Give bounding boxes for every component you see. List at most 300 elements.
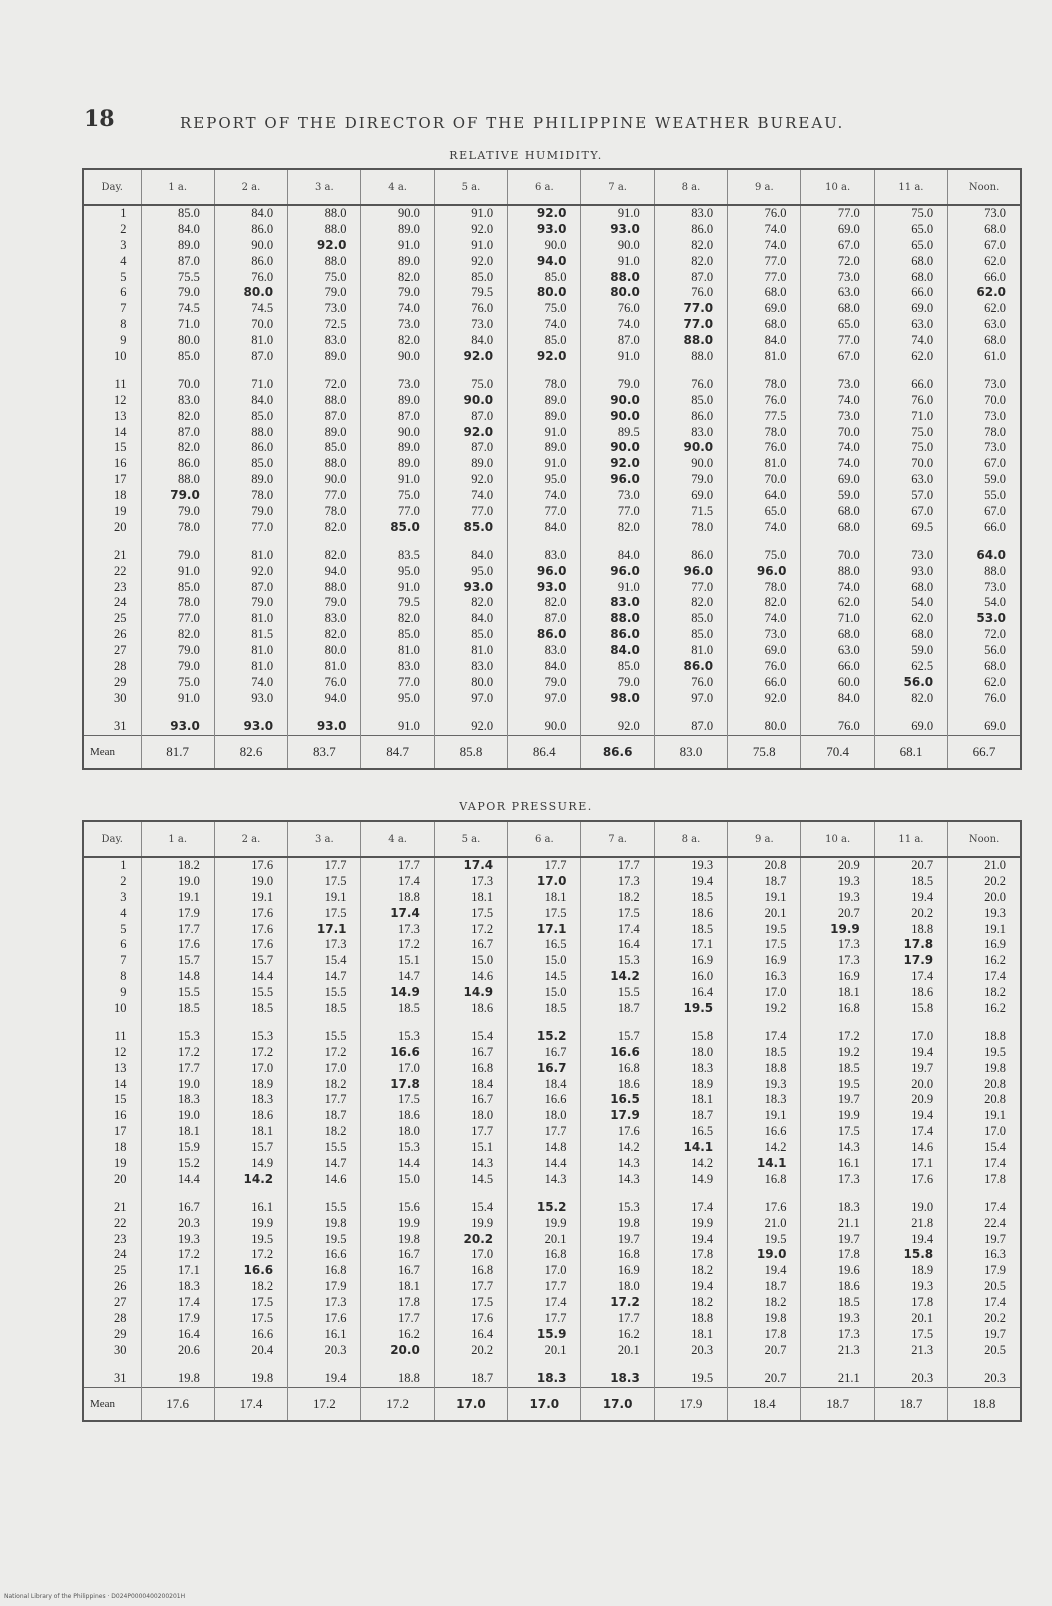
group-gap	[84, 1359, 141, 1371]
day-number: 8	[120, 317, 127, 332]
table-value: 20.0	[984, 889, 1006, 904]
table-value: 85.0	[691, 392, 714, 407]
group-gap	[288, 1017, 360, 1029]
table-value: 84.0	[251, 392, 274, 407]
table-value: 16.8	[471, 1263, 494, 1278]
table-value: 14.6	[324, 1171, 347, 1186]
group-gap	[875, 1017, 947, 1029]
table-value: 21.0	[984, 858, 1006, 872]
table-value: 77.5	[764, 408, 787, 423]
table-value: 75.0	[177, 674, 200, 689]
group-gap	[655, 1017, 727, 1029]
table-value: 63.0	[911, 317, 934, 332]
table-value: 82.0	[177, 440, 200, 455]
table-value: 70.0	[251, 317, 274, 332]
table-value: 20.2	[984, 873, 1006, 888]
table-value: 15.0	[544, 953, 567, 968]
table-value: 91.0	[617, 579, 640, 594]
table-value: 18.1	[544, 889, 567, 904]
table-value: 17.7	[177, 1060, 200, 1075]
table-value: 69.0	[837, 472, 860, 487]
day-number: 14	[114, 1076, 127, 1091]
day-number: 3	[120, 889, 127, 904]
mean-row	[83, 1387, 1021, 1421]
day-number: 7	[120, 953, 127, 968]
table-value: 92.0	[316, 237, 347, 252]
table-value: 16.9	[984, 937, 1006, 952]
table-value: 70.0	[177, 376, 200, 391]
day-column-header: Day.	[83, 169, 141, 205]
group-gap	[215, 1017, 287, 1029]
hour-column-header: 6 a.	[508, 821, 581, 857]
table-value: 75.5	[177, 269, 200, 284]
table-value: 17.3	[837, 937, 860, 952]
table-value: 91.0	[397, 718, 420, 733]
table-value: 17.5	[471, 905, 494, 920]
table-value: 96.0	[756, 563, 787, 578]
table-value: 75.0	[911, 440, 934, 455]
table-value: 19.1	[251, 889, 274, 904]
group-gap	[581, 707, 653, 719]
mean-value: 18.7	[874, 1387, 947, 1421]
table-value: 67.0	[984, 237, 1006, 252]
table-value: 19.3	[837, 1311, 860, 1326]
hour-column-header: 8 a.	[654, 821, 727, 857]
table-value: 16.7	[544, 1044, 567, 1059]
table-value: 19.3	[177, 1231, 200, 1246]
table-value: 19.9	[544, 1215, 567, 1230]
table-value: 78.0	[764, 424, 787, 439]
table-value: 18.5	[837, 1060, 860, 1075]
table-value: 16.2	[397, 1326, 420, 1341]
table-value: 14.9	[251, 1156, 274, 1171]
group-gap	[508, 1188, 580, 1200]
table-value: 18.9	[251, 1076, 274, 1091]
table-value: 17.0	[984, 1124, 1006, 1139]
table-value: 79.5	[471, 285, 494, 300]
table-value: 17.5	[471, 1295, 494, 1310]
mean-label: Mean	[83, 1387, 141, 1421]
table-value: 64.0	[976, 547, 1006, 562]
table-value: 88.0	[324, 579, 347, 594]
table-value: 75.0	[911, 424, 934, 439]
mean-value: 17.9	[654, 1387, 727, 1421]
table-value: 85.0	[397, 627, 420, 642]
table-value: 65.0	[911, 237, 934, 252]
table-value: 65.0	[764, 504, 787, 519]
table-value: 19.5	[984, 1044, 1006, 1059]
table-value: 87.0	[397, 408, 420, 423]
table-value: 16.5	[691, 1124, 714, 1139]
table-value: 14.4	[177, 1171, 200, 1186]
table-value: 16.6	[764, 1124, 787, 1139]
table-value: 18.7	[471, 1370, 494, 1385]
table-value: 66.0	[911, 376, 934, 391]
day-number: 3	[120, 237, 127, 252]
table-value: 72.0	[324, 376, 347, 391]
table-value: 88.0	[610, 269, 640, 284]
table-value: 56.0	[903, 674, 934, 689]
table-value: 57.0	[911, 488, 934, 503]
table-value: 16.7	[397, 1247, 420, 1262]
table-value: 85.0	[471, 269, 494, 284]
table-value: 15.7	[177, 953, 200, 968]
day-numbers-column	[83, 857, 141, 1387]
table-value: 18.8	[691, 1311, 714, 1326]
table-value: 67.0	[837, 237, 860, 252]
table-value: 14.3	[544, 1171, 567, 1186]
table-value: 68.0	[984, 659, 1006, 674]
table-value: 18.6	[911, 985, 934, 1000]
table-value: 84.0	[837, 690, 860, 705]
table-value: 19.5	[251, 1231, 274, 1246]
hour-column-header: 7 a.	[581, 169, 654, 205]
table-value: 84.0	[544, 659, 567, 674]
group-gap	[948, 536, 1020, 548]
table-value: 17.4	[617, 921, 640, 936]
table-value: 16.7	[471, 1044, 494, 1059]
mean-value: 70.4	[801, 735, 874, 769]
table-value: 19.2	[764, 1001, 787, 1016]
hour-column-header: 2 a.	[214, 169, 287, 205]
table-value: 92.0	[536, 206, 567, 220]
table-value: 17.0	[764, 985, 787, 1000]
day-number: 17	[114, 1124, 127, 1139]
table-value: 82.0	[691, 237, 714, 252]
table-value: 85.0	[617, 659, 640, 674]
table-value: 91.0	[397, 472, 420, 487]
table-value: 14.1	[683, 1140, 714, 1155]
body-row	[83, 205, 1021, 735]
table-value: 18.3	[536, 1370, 567, 1385]
table-value: 17.3	[324, 937, 347, 952]
day-number: 18	[114, 488, 127, 503]
table-value: 80.0	[536, 285, 567, 300]
table-value: 86.0	[251, 221, 274, 236]
table-value: 80.0	[471, 674, 494, 689]
table-value: 16.6	[390, 1044, 420, 1059]
table-value: 76.0	[617, 301, 640, 316]
group-gap	[875, 536, 947, 548]
table-value: 92.0	[610, 456, 640, 471]
table-value: 15.3	[397, 1140, 420, 1155]
table-value: 94.0	[324, 563, 347, 578]
table-value: 77.0	[683, 317, 714, 332]
table-value: 19.4	[691, 873, 714, 888]
table-value: 90.0	[617, 237, 640, 252]
table-value: 92.0	[764, 690, 787, 705]
table-value: 82.0	[471, 595, 494, 610]
table-value: 17.5	[324, 905, 347, 920]
table-value: 89.0	[544, 440, 567, 455]
table-value: 18.3	[764, 1092, 787, 1107]
mean-value: 17.0	[581, 1387, 654, 1421]
table-value: 81.0	[691, 643, 714, 658]
table-value: 19.7	[837, 1092, 860, 1107]
table-value: 17.7	[617, 858, 640, 872]
table-value: 83.0	[324, 611, 347, 626]
hour-column-header: Noon.	[948, 169, 1021, 205]
group-gap	[288, 365, 360, 377]
table-value: 18.7	[617, 1001, 640, 1016]
table-value: 20.5	[984, 1279, 1006, 1294]
table-value: 95.0	[544, 472, 567, 487]
group-gap	[361, 536, 433, 548]
table-value: 77.0	[177, 611, 200, 626]
table-value: 87.0	[471, 440, 494, 455]
table-value: 16.2	[984, 1001, 1006, 1016]
day-number: 9	[120, 985, 127, 1000]
group-gap	[142, 536, 214, 548]
group-gap	[361, 365, 433, 377]
table-value: 87.0	[544, 611, 567, 626]
table-value: 72.0	[837, 253, 860, 268]
table-value: 90.0	[397, 206, 420, 220]
table-value: 14.8	[177, 969, 200, 984]
table-value: 16.4	[471, 1326, 494, 1341]
table-value: 16.6	[544, 1092, 567, 1107]
day-number: 28	[114, 659, 127, 674]
hour-column-header: 5 a.	[434, 169, 507, 205]
table-value: 86.0	[610, 627, 640, 642]
table-value: 17.7	[324, 1092, 347, 1107]
table-value: 17.3	[617, 873, 640, 888]
table-value: 19.0	[911, 1199, 934, 1214]
table-value: 76.0	[911, 392, 934, 407]
mean-value: 17.6	[141, 1387, 214, 1421]
day-number: 10	[114, 1001, 127, 1016]
table-value: 88.0	[177, 472, 200, 487]
table-value: 18.0	[617, 1279, 640, 1294]
table-value: 76.0	[691, 285, 714, 300]
mean-value: 75.8	[728, 735, 801, 769]
table-value: 16.8	[617, 1060, 640, 1075]
group-gap	[288, 707, 360, 719]
table-value: 17.7	[324, 858, 347, 872]
table-value: 14.6	[911, 1140, 934, 1155]
table-value: 84.0	[471, 333, 494, 348]
hour-values-column	[214, 857, 287, 1387]
group-gap	[655, 1188, 727, 1200]
table-value: 19.9	[397, 1215, 420, 1230]
group-gap	[728, 707, 800, 719]
table-value: 17.8	[764, 1326, 787, 1341]
table-value: 77.0	[764, 253, 787, 268]
table-value: 74.0	[544, 488, 567, 503]
table-value: 20.6	[177, 1342, 200, 1357]
day-number: 23	[114, 1231, 127, 1246]
group-gap	[215, 365, 287, 377]
table-value: 17.7	[544, 1124, 567, 1139]
table-value: 75.0	[764, 547, 787, 562]
table-value: 17.2	[397, 937, 420, 952]
table-value: 21.1	[837, 1370, 860, 1385]
day-numbers-column	[83, 205, 141, 735]
day-number: 4	[120, 253, 127, 268]
group-gap	[361, 1017, 433, 1029]
table-value: 16.5	[610, 1092, 640, 1107]
mean-value: 83.7	[288, 735, 361, 769]
table-value: 90.0	[610, 408, 640, 423]
table-value: 18.2	[177, 858, 200, 872]
table-value: 92.0	[471, 253, 494, 268]
table-value: 15.5	[324, 985, 347, 1000]
table-value: 18.7	[764, 873, 787, 888]
table-value: 19.0	[177, 1108, 200, 1123]
table-value: 16.5	[544, 937, 567, 952]
table-value: 92.0	[463, 349, 494, 364]
table-value: 91.0	[617, 206, 640, 220]
table-value: 18.2	[691, 1295, 714, 1310]
table-value: 83.0	[324, 333, 347, 348]
table-value: 63.0	[837, 285, 860, 300]
table-value: 74.0	[837, 579, 860, 594]
table-value: 91.0	[397, 579, 420, 594]
table-value: 94.0	[324, 690, 347, 705]
group-gap	[948, 1359, 1020, 1371]
table-value: 76.0	[691, 376, 714, 391]
day-number: 27	[114, 1295, 127, 1310]
table-value: 20.0	[390, 1342, 420, 1357]
day-number: 8	[120, 969, 127, 984]
hour-values-column	[948, 857, 1021, 1387]
group-gap	[508, 1017, 580, 1029]
table-value: 90.0	[397, 424, 420, 439]
group-gap	[581, 536, 653, 548]
table-value: 90.0	[544, 718, 567, 733]
table-value: 20.4	[251, 1342, 274, 1357]
table-value: 79.0	[691, 472, 714, 487]
table-value: 91.0	[397, 237, 420, 252]
table-value: 82.0	[691, 253, 714, 268]
group-gap	[581, 1017, 653, 1029]
table-value: 19.0	[177, 1076, 200, 1091]
table-value: 20.9	[911, 1092, 934, 1107]
hour-values-column	[288, 205, 361, 735]
table-value: 68.0	[984, 221, 1006, 236]
table-value: 16.9	[837, 969, 860, 984]
table-value: 79.0	[397, 285, 420, 300]
table-value: 14.3	[617, 1171, 640, 1186]
table-value: 21.3	[837, 1342, 860, 1357]
day-number: 18	[114, 1140, 127, 1155]
table-value: 81.5	[251, 627, 274, 642]
table-value: 15.4	[324, 953, 347, 968]
mean-value: 18.7	[801, 1387, 874, 1421]
table-value: 81.0	[324, 659, 347, 674]
table-value: 82.0	[397, 333, 420, 348]
mean-value: 17.4	[214, 1387, 287, 1421]
table-value: 19.3	[691, 858, 714, 872]
table-value: 15.3	[617, 1199, 640, 1214]
table-value: 75.0	[471, 376, 494, 391]
table-value: 15.8	[691, 1028, 714, 1043]
table-value: 76.0	[764, 440, 787, 455]
group-gap	[655, 365, 727, 377]
table-value: 71.0	[911, 408, 934, 423]
table-value: 90.0	[544, 237, 567, 252]
table-value: 19.1	[764, 889, 787, 904]
hour-values-column	[874, 205, 947, 735]
table-value: 73.0	[397, 376, 420, 391]
table-value: 18.6	[471, 1001, 494, 1016]
table-value: 89.0	[397, 440, 420, 455]
table-value: 20.3	[911, 1370, 934, 1385]
group-gap	[581, 1188, 653, 1200]
hour-column-header: 10 a.	[801, 169, 874, 205]
table-value: 17.5	[251, 1295, 274, 1310]
group-gap	[801, 536, 873, 548]
table-value: 19.5	[683, 1001, 714, 1016]
table-value: 60.0	[837, 674, 860, 689]
table-value: 17.5	[837, 1124, 860, 1139]
group-gap	[84, 707, 141, 719]
table-value: 76.0	[837, 718, 860, 733]
table-value: 68.0	[911, 253, 934, 268]
table-value: 18.7	[691, 1108, 714, 1123]
hour-column-header: 3 a.	[288, 169, 361, 205]
mean-value: 85.8	[434, 735, 507, 769]
table-value: 88.0	[691, 349, 714, 364]
group-gap	[84, 1017, 141, 1029]
mean-value: 83.0	[654, 735, 727, 769]
table-value: 20.0	[911, 1076, 934, 1091]
table-value: 77.0	[471, 504, 494, 519]
table-value: 79.0	[324, 595, 347, 610]
table-value: 74.0	[911, 333, 934, 348]
day-number: 25	[114, 611, 127, 626]
mean-value: 17.0	[434, 1387, 507, 1421]
table-value: 19.6	[837, 1263, 860, 1278]
table-value: 18.0	[471, 1108, 494, 1123]
table-value: 19.5	[764, 921, 787, 936]
table-value: 18.1	[691, 1092, 714, 1107]
hour-column-header: 11 a.	[874, 169, 947, 205]
table-value: 15.8	[903, 1247, 934, 1262]
table-value: 17.9	[324, 1279, 347, 1294]
table-value: 16.7	[471, 1092, 494, 1107]
table-value: 72.0	[984, 627, 1006, 642]
group-gap	[361, 1359, 433, 1371]
table-value: 17.5	[397, 1092, 420, 1107]
table-value: 17.6	[764, 1199, 787, 1214]
day-number: 29	[114, 1326, 127, 1341]
table-value: 17.7	[177, 921, 200, 936]
table-value: 20.1	[544, 1342, 567, 1357]
table-value: 15.3	[617, 953, 640, 968]
table-value: 15.5	[324, 1028, 347, 1043]
day-number: 5	[120, 269, 127, 284]
table-value: 19.8	[251, 1370, 274, 1385]
group-gap	[875, 1359, 947, 1371]
table-value: 97.0	[471, 690, 494, 705]
hour-values-column	[361, 857, 434, 1387]
table-value: 17.3	[837, 1171, 860, 1186]
hour-values-column	[654, 857, 727, 1387]
table-value: 83.0	[610, 595, 640, 610]
hour-values-column	[508, 205, 581, 735]
table-value: 85.0	[463, 519, 494, 534]
table-value: 74.0	[617, 317, 640, 332]
table-value: 87.0	[251, 579, 274, 594]
table-value: 16.2	[984, 953, 1006, 968]
table-value: 68.0	[984, 333, 1006, 348]
table-value: 14.9	[463, 985, 494, 1000]
day-number: 24	[114, 1247, 127, 1262]
table-value: 66.0	[984, 269, 1006, 284]
table-value: 97.0	[691, 690, 714, 705]
table-value: 18.1	[471, 889, 494, 904]
